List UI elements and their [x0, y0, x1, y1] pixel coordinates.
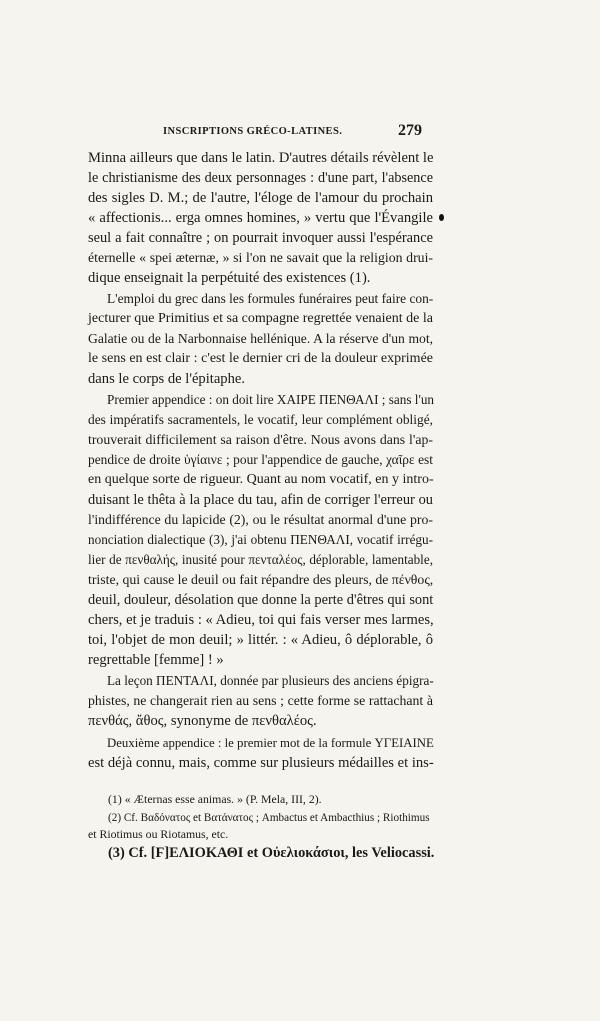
body-line: trouverait difficilement sa raison d'être. Nous avons dans l'ap- — [88, 432, 433, 447]
body-line: est déjà connu, mais, comme sur plusieurs médailles et ins- — [88, 755, 434, 771]
body-line: Premier appendice : on doit lire ΧΑΙΡΕ ΠΕΝΘΑΛΙ ; sans l'un — [107, 392, 435, 407]
body-line: dique enseignait la perpétuité des existences (1). — [88, 270, 371, 286]
body-line: triste, qui cause le deuil ou fait répandre des pleurs, de πένθος, — [88, 572, 434, 587]
body-line: toi, l'objet de mon deuil; » littér. : « Adieu, ô déplorable, ô — [88, 632, 433, 648]
body-line: Galatie ou de la Narbonnaise hellénique. A la réserve d'un mot, — [88, 331, 433, 346]
footnote: (3) Cf. [Ϝ]ΕΛΙΟΚΑΘΙ et Οὐελιοκάσιοι, les Veliocassi. — [108, 845, 435, 861]
ink-spot — [439, 214, 444, 221]
body-line: Deuxième appendice : le premier mot de la formule ΥΓΕΙΑΙΝΕ — [107, 736, 434, 750]
body-line: πενθάς, ἄθος, synonyme de πενθαλέος. — [88, 713, 317, 729]
footnote: (1) « Æternas esse animas. » (P. Mela, III, 2). — [108, 792, 322, 806]
body-line: « affectionis... erga omnes homines, » vertu que l'Évangile — [88, 210, 433, 226]
body-line: seul a fait connaître ; on pourrait invoquer aussi l'espérance — [88, 230, 433, 246]
body-line: des sigles D. M.; de l'autre, l'éloge de l'amour du prochain — [88, 190, 433, 206]
footnote: (2) Cf. Βαδόνατος et Βατάνατος ; Ambactus et Ambacthius ; Riothimus — [108, 812, 430, 824]
body-line: des impératifs sacramentels, le vocatif, leur complément obligé, — [88, 412, 433, 427]
body-line: en quelque sorte de rigueur. Quant au nom vocatif, en y intro- — [88, 472, 434, 487]
body-line: La leçon ΠΕΝΤΑΛΙ, donnée par plusieurs des anciens épigra- — [107, 673, 434, 688]
body-line: jecturer que Primitius et sa compagne regrettée venaient de la — [88, 311, 433, 326]
body-line: Minna ailleurs que dans le latin. D'autres détails révèlent le — [88, 150, 434, 166]
body-line: l'indifférence du lapicide (2), ou le résultat anormal d'une pro- — [88, 512, 433, 527]
body-line: éternelle « spei æternæ, » si l'on ne savait que la religion drui- — [88, 250, 433, 265]
body-line: dans le corps de l'épitaphe. — [88, 371, 246, 387]
page-number: 279 — [398, 122, 422, 139]
body-line: pendice de droite ὑγίαινε ; pour l'appendice de gauche, χαῖρε est — [88, 452, 433, 467]
body-line: chers, et je traduis : « Adieu, toi qui fais verser mes larmes, — [88, 612, 434, 628]
body-line: L'emploi du grec dans les formules funéraires peut faire con- — [107, 291, 434, 306]
footnote: et Riotimus ou Riotamus, etc. — [88, 827, 229, 841]
body-line: regrettable [femme] ! » — [88, 652, 224, 668]
body-line: lier de πενθαλής, inusité pour πενταλέος, déplorable, lamentable, — [88, 552, 433, 567]
body-line: nonciation dialectique (3), j'ai obtenu ΠΕΝΘΑΛΙ, vocatif irrégu- — [88, 532, 433, 547]
body-line: le christianisme des deux personnages : d'une part, l'absence — [88, 170, 433, 186]
body-line: phistes, ne changerait rien au sens ; cette forme se rattachant à — [88, 693, 433, 708]
body-line: deuil, douleur, désolation que donne la perte d'êtres qui sont — [88, 592, 434, 608]
body-line: duisant le thêta à la place du tau, afin de corriger l'erreur ou — [88, 492, 433, 508]
running-title: INSCRIPTIONS GRÉCO-LATINES. — [163, 126, 343, 137]
body-line: le sens en est clair : c'est le dernier cri de la douleur exprimée — [88, 351, 433, 366]
